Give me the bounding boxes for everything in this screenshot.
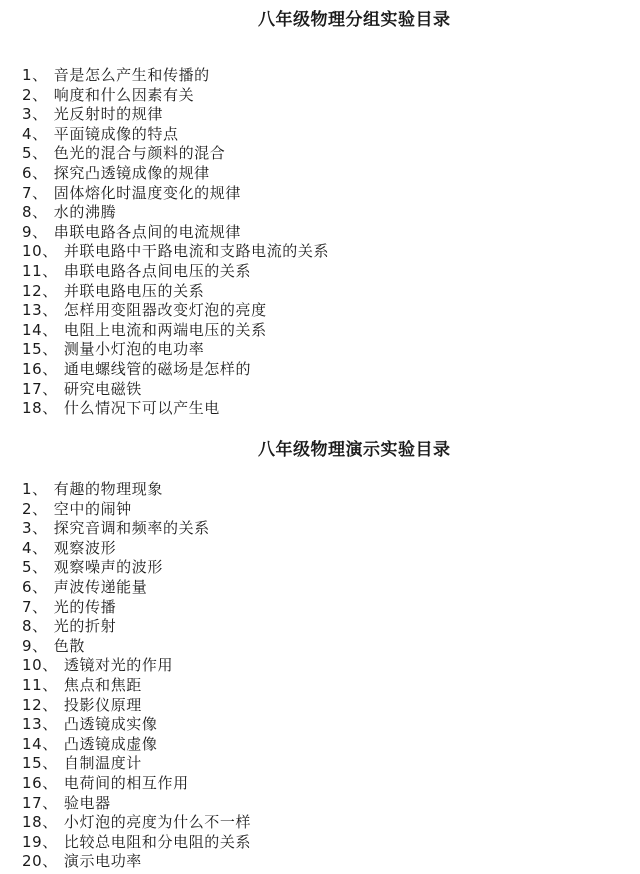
item-separator: 、 [42, 301, 58, 320]
item-separator: 、 [32, 480, 48, 498]
list-item [22, 519, 251, 539]
list-item [22, 833, 251, 853]
item-number: 17 [22, 793, 43, 812]
item-separator: 、 [32, 124, 48, 143]
item-text: 演示电功率 [63, 852, 142, 871]
demo-experiments-title: 八年级物理演示实验目录 [258, 440, 451, 460]
item-separator: 、 [42, 715, 58, 734]
item-separator: 、 [42, 734, 58, 753]
list-item [22, 223, 329, 243]
item-text: 串联电路各点间电压的关系 [63, 261, 252, 280]
list-item [22, 340, 329, 360]
item-text: 电阻上电流和两端电压的关系 [63, 320, 267, 339]
item-text: 光的折射 [53, 617, 117, 636]
list-item [22, 500, 251, 520]
list-item [22, 794, 251, 814]
item-number: 8 [22, 203, 33, 222]
item-text: 平面镜成像的特点 [53, 124, 179, 143]
item-text: 小灯泡的亮度为什么不一样 [63, 813, 252, 832]
item-separator: 、 [42, 773, 58, 792]
item-separator: 、 [42, 340, 58, 359]
item-separator: 、 [42, 399, 58, 418]
list-item [22, 301, 329, 321]
item-number: 10 [22, 656, 43, 675]
item-text: 色散 [53, 636, 85, 655]
demo-experiments-list [22, 480, 251, 872]
item-separator: 、 [42, 379, 58, 398]
list-item [22, 242, 329, 262]
item-text: 色光的混合与颜料的混合 [53, 144, 226, 163]
item-separator: 、 [42, 656, 58, 675]
item-number: 8 [22, 617, 33, 636]
list-item [22, 676, 251, 696]
item-text: 自制温度计 [63, 754, 142, 773]
item-number: 20 [22, 852, 43, 871]
item-text: 声波传递能量 [53, 577, 148, 596]
item-number: 1 [22, 480, 33, 498]
item-separator: 、 [42, 813, 58, 832]
item-number: 11 [22, 261, 43, 280]
item-separator: 、 [32, 203, 48, 222]
list-item [22, 774, 251, 794]
item-separator: 、 [32, 499, 48, 518]
item-text: 空中的闹钟 [53, 499, 132, 518]
item-number: 15 [22, 340, 43, 359]
item-separator: 、 [42, 832, 58, 851]
item-text: 投影仪原理 [63, 695, 142, 714]
item-text: 怎样用变阻器改变灯泡的亮度 [63, 301, 267, 320]
item-separator: 、 [42, 281, 58, 300]
list-item [22, 399, 329, 419]
item-text: 观察波形 [53, 538, 117, 557]
list-item [22, 360, 329, 380]
item-separator: 、 [42, 852, 58, 871]
item-separator: 、 [42, 261, 58, 280]
item-text: 探究凸透镜成像的规律 [53, 163, 210, 182]
item-separator: 、 [32, 617, 48, 636]
item-number: 12 [22, 281, 43, 300]
item-number: 19 [22, 832, 43, 851]
item-text: 验电器 [63, 793, 111, 812]
item-text: 研究电磁铁 [63, 379, 142, 398]
list-item [22, 735, 251, 755]
item-text: 响度和什么因素有关 [53, 85, 195, 104]
item-separator: 、 [32, 577, 48, 596]
list-item [22, 380, 329, 400]
list-item [22, 144, 329, 164]
item-text: 观察噪声的波形 [53, 558, 163, 577]
item-number: 11 [22, 675, 43, 694]
item-number: 7 [22, 597, 33, 616]
item-text: 什么情况下可以产生电 [63, 399, 220, 418]
list-item [22, 813, 251, 833]
item-separator: 、 [42, 793, 58, 812]
item-separator: 、 [32, 66, 48, 84]
item-text: 并联电路电压的关系 [63, 281, 205, 300]
list-item [22, 696, 251, 716]
list-item [22, 321, 329, 341]
list-item [22, 105, 329, 125]
item-separator: 、 [32, 144, 48, 163]
item-separator: 、 [42, 675, 58, 694]
item-number: 9 [22, 636, 33, 655]
item-text: 有趣的物理现象 [53, 480, 163, 498]
list-item [22, 539, 251, 559]
item-number: 13 [22, 715, 43, 734]
item-number: 5 [22, 558, 33, 577]
list-item [22, 66, 329, 86]
list-item [22, 164, 329, 184]
list-item [22, 637, 251, 657]
list-item [22, 715, 251, 735]
item-number: 16 [22, 359, 43, 378]
item-number: 6 [22, 577, 33, 596]
item-separator: 、 [32, 183, 48, 202]
item-number: 16 [22, 773, 43, 792]
item-text: 测量小灯泡的电功率 [63, 340, 205, 359]
item-text: 通电螺线管的磁场是怎样的 [63, 359, 252, 378]
item-number: 4 [22, 538, 33, 557]
list-item [22, 656, 251, 676]
list-item [22, 558, 251, 578]
item-separator: 、 [32, 636, 48, 655]
item-number: 1 [22, 66, 33, 84]
item-text: 固体熔化时温度变化的规律 [53, 183, 241, 202]
item-number: 12 [22, 695, 43, 714]
item-text: 凸透镜成实像 [63, 715, 158, 734]
item-separator: 、 [42, 320, 58, 339]
item-separator: 、 [32, 85, 48, 104]
item-number: 3 [22, 519, 33, 538]
item-separator: 、 [42, 695, 58, 714]
item-number: 3 [22, 105, 33, 124]
item-text: 水的沸腾 [53, 203, 117, 222]
list-item [22, 86, 329, 106]
item-separator: 、 [32, 558, 48, 577]
item-text: 探究音调和频率的关系 [53, 519, 210, 538]
item-separator: 、 [42, 359, 58, 378]
item-number: 2 [22, 85, 33, 104]
list-item [22, 598, 251, 618]
item-separator: 、 [32, 538, 48, 557]
list-item [22, 754, 251, 774]
item-separator: 、 [32, 105, 48, 124]
item-number: 9 [22, 222, 33, 241]
item-number: 17 [22, 379, 43, 398]
item-text: 光反射时的规律 [53, 105, 163, 124]
item-number: 18 [22, 813, 43, 832]
item-number: 10 [22, 242, 43, 261]
item-text: 电荷间的相互作用 [63, 773, 189, 792]
group-experiments-list [22, 66, 329, 419]
list-item [22, 125, 329, 145]
item-number: 15 [22, 754, 43, 773]
item-text: 焦点和焦距 [63, 675, 142, 694]
item-number: 18 [22, 399, 43, 418]
list-item [22, 617, 251, 637]
item-number: 5 [22, 144, 33, 163]
list-item [22, 578, 251, 598]
list-item [22, 480, 251, 500]
item-separator: 、 [32, 222, 48, 241]
item-separator: 、 [32, 597, 48, 616]
list-item [22, 852, 251, 872]
item-number: 14 [22, 320, 43, 339]
list-item [22, 262, 329, 282]
item-separator: 、 [32, 163, 48, 182]
item-number: 4 [22, 124, 33, 143]
item-separator: 、 [32, 519, 48, 538]
item-text: 比较总电阻和分电阻的关系 [63, 832, 252, 851]
item-text: 音是怎么产生和传播的 [53, 66, 210, 84]
item-number: 13 [22, 301, 43, 320]
item-number: 2 [22, 499, 33, 518]
list-item [22, 203, 329, 223]
item-text: 串联电路各点间的电流规律 [53, 222, 241, 241]
item-text: 凸透镜成虚像 [63, 734, 158, 753]
item-separator: 、 [42, 242, 58, 261]
item-text: 透镜对光的作用 [63, 656, 174, 675]
item-number: 7 [22, 183, 33, 202]
item-text: 并联电路中干路电流和支路电流的关系 [63, 242, 330, 261]
group-experiments-title: 八年级物理分组实验目录 [258, 10, 451, 30]
item-text: 光的传播 [53, 597, 117, 616]
item-separator: 、 [42, 754, 58, 773]
item-number: 14 [22, 734, 43, 753]
list-item [22, 282, 329, 302]
list-item [22, 184, 329, 204]
item-number: 6 [22, 163, 33, 182]
